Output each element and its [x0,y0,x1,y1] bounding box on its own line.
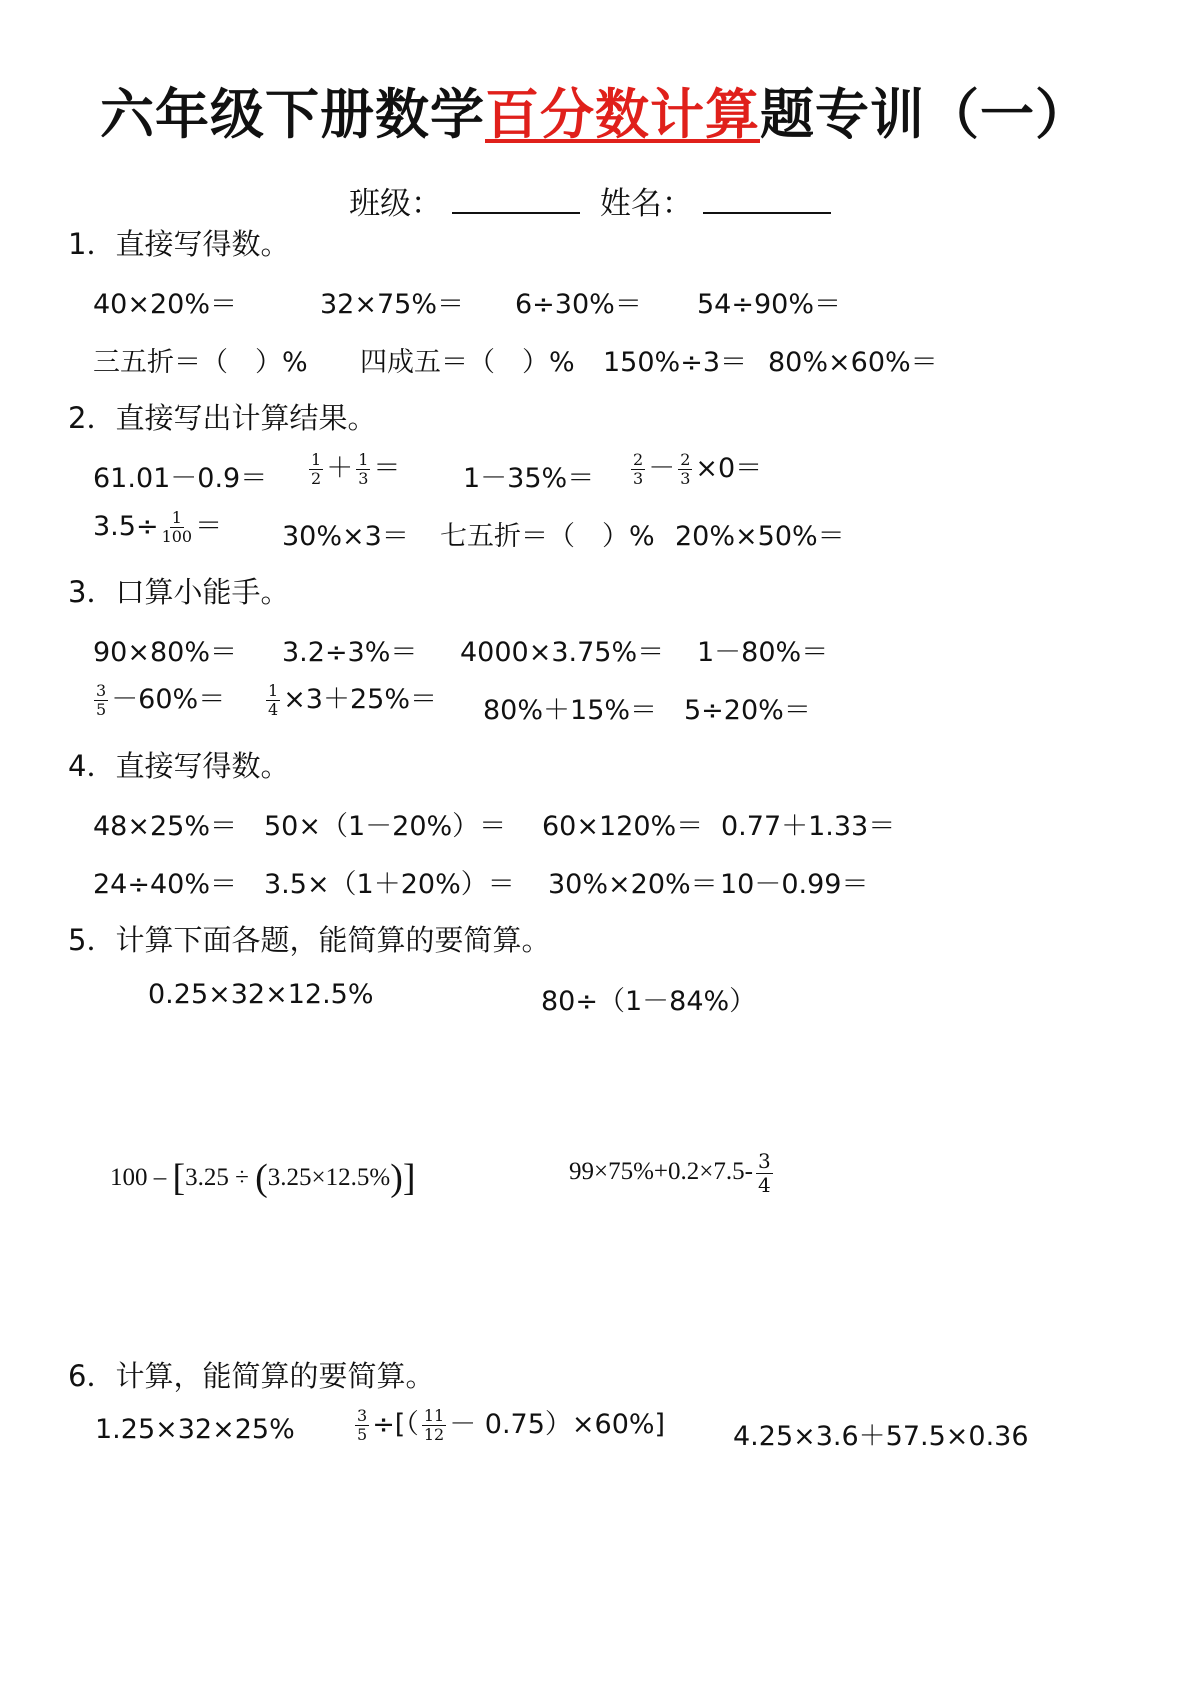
s1-r2-p1: 三五折＝（ ）% [93,347,308,378]
section-2-heading: 2．直接写出计算结果。 [68,401,377,435]
s2-r1-p1: 61.01－0.9＝ [93,463,268,494]
name-blank [703,186,831,214]
s3-r2-p3: 80%＋15%＝ [483,695,658,726]
s4-r2-p1: 24÷40%＝ [93,869,237,900]
s1-r1-p4: 54÷90%＝ [697,289,841,320]
s2-r1-p2: $\frac{1}{2}$ ＋ $\frac{1}{3}$ ＝ [311,449,401,488]
s1-r2-p3: 150%÷3＝ [603,347,747,378]
fraction: $\frac{11}{12}$ [423,1405,445,1444]
section-1-heading: 1．直接写得数。 [68,227,290,261]
fraction: $\frac{2}{3}$ [633,449,644,488]
fraction: $\frac{1}{4}$ [268,680,279,719]
s4-r1-p4: 0.77＋1.33＝ [721,811,896,842]
s1-r1-p3: 6÷30%＝ [515,289,642,320]
s1-r2-p4: 80%×60%＝ [768,347,938,378]
s5-p4: 99×75%+0.2×7.5- $\frac{3}{4}$ [569,1149,771,1197]
s4-r2-p2: 3.5×（1＋20%）＝ [264,869,515,900]
s2-r2-p1: 3.5÷ $\frac{1}{100}$ ＝ [93,507,223,546]
s3-r1-p2: 3.2÷3%＝ [282,637,418,668]
fraction: $\frac{3}{4}$ [757,1149,771,1197]
fraction: $\frac{1}{3}$ [358,449,369,488]
s3-r1-p1: 90×80%＝ [93,637,237,668]
page-title [0,72,1190,149]
fraction: $\frac{3}{5}$ [357,1405,368,1444]
s1-r1-p2: 32×75%＝ [320,289,464,320]
s4-r1-p2: 50×（1－20%）＝ [264,811,507,842]
s4-r1-p1: 48×25%＝ [93,811,237,842]
s4-r1-p3: 60×120%＝ [542,811,704,842]
s6-p1: 1.25×32×25% [95,1414,295,1445]
fraction: $\frac{3}{5}$ [96,680,107,719]
s1-r1-p1: 40×20%＝ [93,289,237,320]
fraction: $\frac{1}{100}$ [161,507,193,546]
section-4-heading: 4．直接写得数。 [68,749,290,783]
s2-r1-p4: $\frac{2}{3}$ － $\frac{2}{3}$ ×0＝ [633,449,763,488]
s2-r2-p2: 30%×3＝ [282,521,409,552]
s4-r2-p3: 30%×20%＝ [548,869,718,900]
section-6-heading: 6．计算，能简算的要简算。 [68,1359,435,1393]
s3-r2-p2: $\frac{1}{4}$ ×3＋25%＝ [268,680,438,719]
s3-r1-p3: 4000×3.75%＝ [460,637,665,668]
s2-r2-p4: 20%×50%＝ [675,521,845,552]
title-highlight: 百分数计算 [485,83,760,146]
s5-p3: 100 – [3.25 ÷ (3.25×12.5%)] [110,1157,416,1199]
s4-r2-p4: 10－0.99＝ [720,869,869,900]
s2-r2-p3: 七五折＝（ ）% [440,521,655,552]
name-label: 姓名： [599,186,693,222]
s1-r2-p2: 四成五＝（ ）% [360,347,575,378]
section-3-heading: 3．口算小能手。 [68,575,290,609]
class-blank [452,186,580,214]
section-5-heading: 5．计算下面各题，能简算的要简算。 [68,923,551,957]
title-prefix: 六年级下册数学 [100,83,485,146]
s2-r1-p3: 1－35%＝ [463,463,595,494]
s3-r2-p1: $\frac{3}{5}$ －60%＝ [96,680,226,719]
s3-r2-p4: 5÷20%＝ [684,695,811,726]
student-info [0,178,1190,223]
s6-p2: $\frac{3}{5}$ ÷[（ $\frac{11}{12}$ － 0.75）×60%] [357,1405,666,1444]
title-suffix: 题专训（一） [760,83,1090,146]
s3-r1-p4: 1－80%＝ [697,637,829,668]
s5-p1: 0.25×32×12.5% [148,979,374,1010]
fraction: $\frac{2}{3}$ [680,449,691,488]
fraction: $\frac{1}{2}$ [311,449,322,488]
s6-p3: 4.25×3.6＋57.5×0.36 [733,1421,1029,1452]
class-label: 班级： [349,186,443,222]
s5-p2: 80÷（1－84%） [541,986,757,1017]
